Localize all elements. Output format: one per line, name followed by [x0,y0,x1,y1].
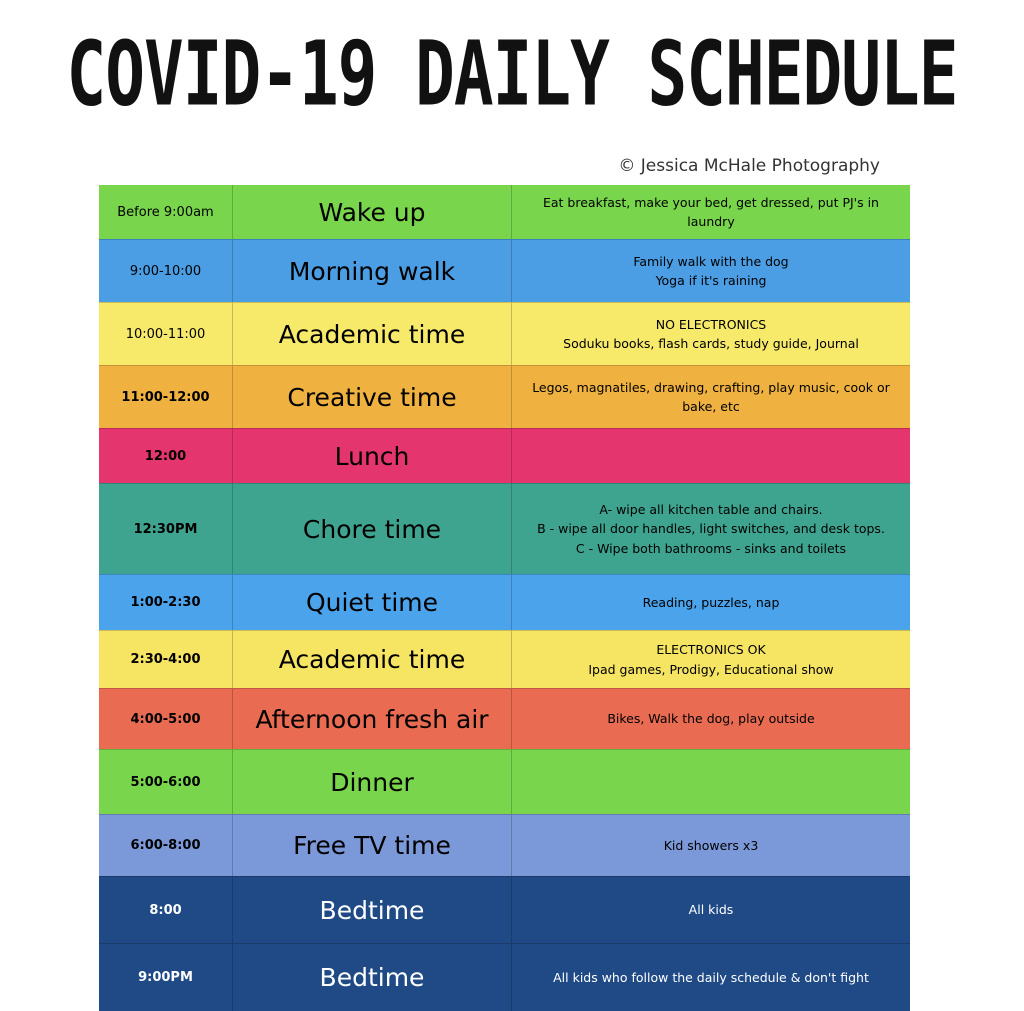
activity-cell: Chore time [233,484,512,574]
schedule-row [99,185,910,239]
detail-line: Yoga if it's raining [655,273,767,288]
details-cell [512,484,910,574]
detail-line: All kids [688,902,734,918]
detail-line: laundry [687,214,735,229]
activity-cell: Quiet time [233,575,512,630]
details-cell [512,575,910,630]
detail-line: All kids who follow the daily schedule & don't fight [553,969,869,985]
activity-cell: Free TV time [233,815,512,876]
schedule-row [99,428,910,483]
details-cell [512,815,910,876]
detail-line: Bikes, Walk the dog, play outside [607,711,815,727]
activity-cell: Academic time [233,303,512,365]
details-cell [512,689,910,749]
schedule-row [99,239,910,302]
time-cell: 9:00-10:00 [99,240,233,302]
activity-cell: Creative time [233,366,512,428]
details-cell [512,366,910,428]
detail-line: Eat breakfast, make your bed, get dressed, put PJ's in [543,194,879,210]
detail-line: Soduku books, flash cards, study guide, Journal [563,336,859,351]
schedule-row [99,302,910,365]
details-cell [512,631,910,688]
photo-credit: © Jessica McHale Photography [618,156,880,176]
time-cell: Before 9:00am [99,185,233,239]
detail-line: B - wipe all door handles, light switches, and desk tops. [537,521,885,537]
detail-line: Kid showers x3 [663,837,759,853]
details-cell [512,877,910,943]
activity-cell: Bedtime [233,877,512,943]
detail-line: NO ELECTRONICS [655,316,767,332]
schedule-row [99,688,910,749]
time-cell: 2:30-4:00 [99,631,233,688]
activity-cell: Morning walk [233,240,512,302]
activity-cell: Bedtime [233,944,512,1011]
schedule-table [99,185,910,1011]
detail-line: Ipad games, Prodigy, Educational show [588,661,834,677]
detail-line: Family walk with the dog [633,253,789,269]
page-title: COVID-19 DAILY SCHEDULE [66,22,958,126]
activity-cell: Afternoon fresh air [233,689,512,749]
time-cell: 8:00 [99,877,233,943]
schedule-row [99,365,910,428]
time-cell: 5:00-6:00 [99,750,233,814]
schedule-row [99,574,910,630]
time-cell: 12:30PM [99,484,233,574]
time-cell: 4:00-5:00 [99,689,233,749]
activity-cell: Dinner [233,750,512,814]
time-cell: 11:00-12:00 [99,366,233,428]
details-cell [512,750,910,814]
detail-line: ELECTRONICS OK [656,642,766,658]
detail-line: A- wipe all kitchen table and chairs. [599,501,823,517]
schedule-row [99,876,910,943]
activity-cell: Wake up [233,185,512,239]
schedule-row [99,630,910,688]
activity-cell: Lunch [233,429,512,483]
detail-line: C - Wipe both bathrooms - sinks and toilets [575,540,847,556]
time-cell: 1:00-2:30 [99,575,233,630]
time-cell: 6:00-8:00 [99,815,233,876]
schedule-row [99,483,910,574]
time-cell: 9:00PM [99,944,233,1011]
activity-cell: Academic time [233,631,512,688]
time-cell: 12:00 [99,429,233,483]
detail-line: bake, etc [682,399,740,414]
details-cell [512,944,910,1011]
detail-line: Legos, magnatiles, drawing, crafting, play music, cook or [532,379,890,395]
time-cell: 10:00-11:00 [99,303,233,365]
schedule-row [99,943,910,1011]
detail-line: Reading, puzzles, nap [642,594,780,610]
schedule-row [99,814,910,876]
details-cell [512,303,910,365]
details-cell [512,429,910,483]
details-cell [512,185,910,239]
details-cell [512,240,910,302]
schedule-row [99,749,910,814]
